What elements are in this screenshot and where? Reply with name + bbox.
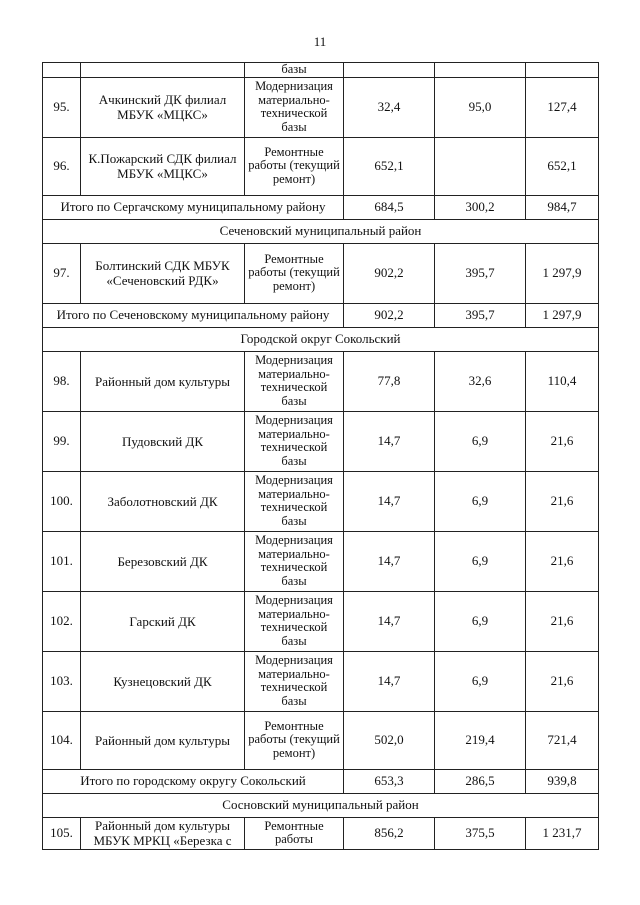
- value-total: 21,6: [526, 471, 599, 531]
- row-number: [43, 63, 81, 78]
- total-value-3: 984,7: [526, 195, 599, 219]
- value-total: 1 231,7: [526, 817, 599, 849]
- value-col-2: 95,0: [435, 77, 526, 137]
- total-row: [43, 195, 599, 219]
- section-row: [43, 793, 599, 817]
- institution-name: Кузнецовский ДК: [81, 651, 245, 711]
- value-col-1: 14,7: [344, 531, 435, 591]
- institution-name: Ачкинский ДК филиал МБУК «МЦКС»: [81, 77, 245, 137]
- table-row: [43, 63, 599, 78]
- value-col-1: 856,2: [344, 817, 435, 849]
- table-row: [43, 77, 599, 137]
- value-col-2: 375,5: [435, 817, 526, 849]
- table-row: [43, 591, 599, 651]
- total-label: Итого по Сеченовскому муниципальному району: [43, 303, 344, 327]
- value-col-2: 6,9: [435, 591, 526, 651]
- value-total: [526, 63, 599, 78]
- total-label: Итого по Сергачскому муниципальному району: [43, 195, 344, 219]
- row-number: 99.: [43, 411, 81, 471]
- value-total: 721,4: [526, 711, 599, 769]
- table-row: [43, 817, 599, 849]
- total-value-1: 902,2: [344, 303, 435, 327]
- institution-name: Районный дом культуры: [81, 351, 245, 411]
- value-total: 21,6: [526, 411, 599, 471]
- work-type: Модернизация материально-технической базы: [245, 77, 344, 137]
- total-value-3: 939,8: [526, 769, 599, 793]
- value-total: 21,6: [526, 531, 599, 591]
- value-total: 1 297,9: [526, 243, 599, 303]
- work-type: Ремонтные работы: [245, 817, 344, 849]
- value-total: 652,1: [526, 137, 599, 195]
- total-value-1: 684,5: [344, 195, 435, 219]
- value-col-2: 6,9: [435, 651, 526, 711]
- institution-name: К.Пожарский СДК филиал МБУК «МЦКС»: [81, 137, 245, 195]
- value-total: 21,6: [526, 651, 599, 711]
- value-col-1: 14,7: [344, 651, 435, 711]
- row-number: 102.: [43, 591, 81, 651]
- value-col-2: [435, 63, 526, 78]
- table-row: [43, 711, 599, 769]
- value-col-2: [435, 137, 526, 195]
- table-row: [43, 351, 599, 411]
- value-col-2: 395,7: [435, 243, 526, 303]
- total-value-2: 286,5: [435, 769, 526, 793]
- value-col-1: 14,7: [344, 471, 435, 531]
- table-row: [43, 531, 599, 591]
- value-col-1: 902,2: [344, 243, 435, 303]
- section-row: [43, 327, 599, 351]
- institution-name: Болтинский СДК МБУК «Сеченовский РДК»: [81, 243, 245, 303]
- work-type: Модернизация материально-технической базы: [245, 651, 344, 711]
- work-type: Ремонтные работы (текущий ремонт): [245, 137, 344, 195]
- table-row: [43, 243, 599, 303]
- work-type: Модернизация материально-технической базы: [245, 531, 344, 591]
- value-total: 21,6: [526, 591, 599, 651]
- total-label: Итого по городскому округу Сокольский: [43, 769, 344, 793]
- total-value-3: 1 297,9: [526, 303, 599, 327]
- section-title: Сеченовский муниципальный район: [43, 219, 599, 243]
- funding-table: [42, 62, 599, 850]
- section-row: [43, 219, 599, 243]
- row-number: 105.: [43, 817, 81, 849]
- work-type: Модернизация материально-технической базы: [245, 411, 344, 471]
- table-row: [43, 411, 599, 471]
- total-row: [43, 769, 599, 793]
- institution-name: Березовский ДК: [81, 531, 245, 591]
- institution-name: [81, 63, 245, 78]
- value-col-1: 77,8: [344, 351, 435, 411]
- value-col-1: 652,1: [344, 137, 435, 195]
- work-type: базы: [245, 63, 344, 78]
- total-value-2: 300,2: [435, 195, 526, 219]
- value-col-2: 6,9: [435, 411, 526, 471]
- total-value-2: 395,7: [435, 303, 526, 327]
- work-type: Ремонтные работы (текущий ремонт): [245, 243, 344, 303]
- total-row: [43, 303, 599, 327]
- institution-name: Районный дом культуры МБУК МРКЦ «Березка с: [81, 817, 245, 849]
- value-col-2: 219,4: [435, 711, 526, 769]
- row-number: 104.: [43, 711, 81, 769]
- row-number: 97.: [43, 243, 81, 303]
- institution-name: Заболотновский ДК: [81, 471, 245, 531]
- value-total: 127,4: [526, 77, 599, 137]
- table-row: [43, 471, 599, 531]
- value-col-1: 502,0: [344, 711, 435, 769]
- section-title: Городской округ Сокольский: [43, 327, 599, 351]
- row-number: 95.: [43, 77, 81, 137]
- page-number: 11: [313, 34, 327, 49]
- row-number: 100.: [43, 471, 81, 531]
- value-col-2: 6,9: [435, 531, 526, 591]
- value-col-1: [344, 63, 435, 78]
- work-type: Модернизация материально-технической базы: [245, 351, 344, 411]
- total-value-1: 653,3: [344, 769, 435, 793]
- row-number: 103.: [43, 651, 81, 711]
- table-row: [43, 137, 599, 195]
- table-row: [43, 651, 599, 711]
- value-col-1: 14,7: [344, 411, 435, 471]
- work-type: Ремонтные работы (текущий ремонт): [245, 711, 344, 769]
- row-number: 98.: [43, 351, 81, 411]
- value-col-2: 6,9: [435, 471, 526, 531]
- work-type: Модернизация материально-технической базы: [245, 471, 344, 531]
- section-title: Сосновский муниципальный район: [43, 793, 599, 817]
- value-total: 110,4: [526, 351, 599, 411]
- institution-name: Гарский ДК: [81, 591, 245, 651]
- institution-name: Районный дом культуры: [81, 711, 245, 769]
- work-type: Модернизация материально-технической базы: [245, 591, 344, 651]
- value-col-2: 32,6: [435, 351, 526, 411]
- institution-name: Пудовский ДК: [81, 411, 245, 471]
- row-number: 101.: [43, 531, 81, 591]
- value-col-1: 14,7: [344, 591, 435, 651]
- value-col-1: 32,4: [344, 77, 435, 137]
- row-number: 96.: [43, 137, 81, 195]
